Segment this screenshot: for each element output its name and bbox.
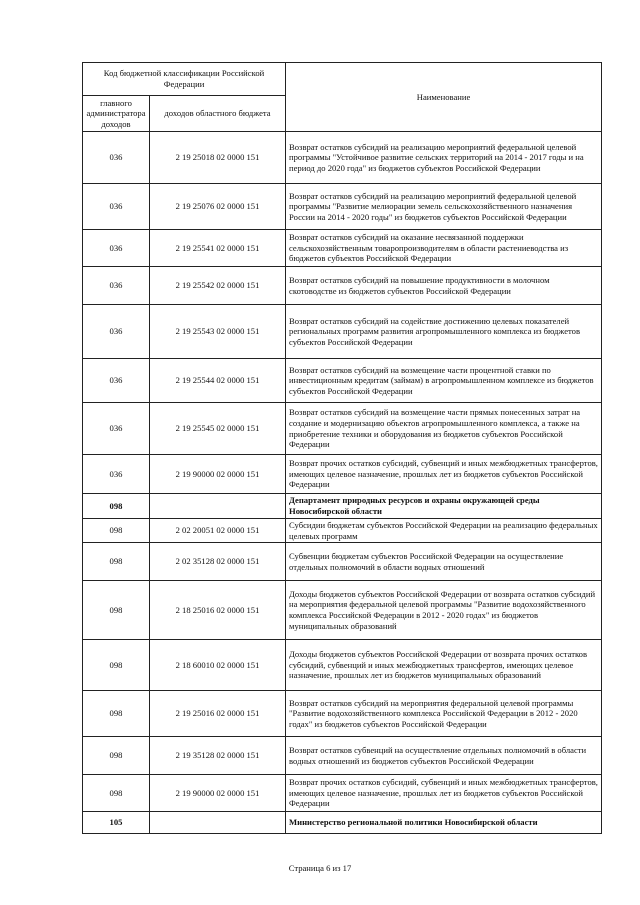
table-row [83,737,602,775]
name-cell: Возврат остатков субсидий на реализацию мероприятий федеральной целевой программы "Устойчивое развитие сельских территорий на 2014 - 2017 годы и на период до 2020 года" из бюджетов субъектов Российской Федерации [286,132,602,184]
admin-code-cell: 036 [83,305,150,359]
admin-code-cell: 098 [83,775,150,812]
admin-column-header: главного администратора доходов [83,96,150,132]
admin-code-cell: 098 [83,543,150,581]
income-code-cell: 2 19 25544 02 0000 151 [150,359,286,403]
name-cell: Возврат остатков субсидий на возмещение части прямых понесенных затрат на создание и модернизацию объектов агропромышленного комплекса, а также на приобретение техники и оборудования из бюджетов субъектов Российской Федерации [286,403,602,455]
admin-code-cell: 098 [83,519,150,543]
code-group-header: Код бюджетной классификации Российской Федерации [83,63,286,96]
income-code-cell [150,494,286,519]
page-number: Страница 6 из 17 [288,863,352,873]
admin-code-cell: 036 [83,184,150,230]
table-row [83,305,602,359]
income-code-cell: 2 19 90000 02 0000 151 [150,775,286,812]
table-row [83,267,602,305]
name-cell: Возврат прочих остатков субсидий, субвенций и иных межбюджетных трансфертов, имеющих целевое назначение, прошлых лет из бюджетов субъектов Российской Федерации [286,455,602,494]
income-code-cell: 2 18 25016 02 0000 151 [150,581,286,640]
name-cell: Министерство региональной политики Новосибирской области [286,812,602,834]
name-cell: Возврат остатков субсидий на мероприятия федеральной целевой программы "Развитие водохозяйственного комплекса Российской Федерации в 2012 - 2020 годах" из бюджетов субъектов Российской Федерации [286,691,602,737]
name-cell: Возврат остатков субсидий на оказание несвязанной поддержки сельскохозяйственным товаропроизводителям в области растениеводства из бюджетов субъектов Российской Федерации [286,230,602,267]
table-row [83,132,602,184]
admin-code-cell: 098 [83,494,150,519]
income-code-cell: 2 02 20051 02 0000 151 [150,519,286,543]
income-code-cell: 2 19 35128 02 0000 151 [150,737,286,775]
table-row [83,359,602,403]
table-row [83,691,602,737]
table-row [83,640,602,691]
name-cell: Возврат остатков субсидий на реализацию мероприятий федеральной целевой программы "Развитие мелиорации земель сельскохозяйственного назначения России на 2014 - 2020 годы" из бюджетов субъектов Российской Федерации [286,184,602,230]
income-code-cell: 2 19 25018 02 0000 151 [150,132,286,184]
income-code-cell: 2 19 25543 02 0000 151 [150,305,286,359]
income-code-cell [150,812,286,834]
income-code-cell: 2 19 25545 02 0000 151 [150,403,286,455]
name-cell: Возврат остатков субсидий на возмещение части процентной ставки по инвестиционным кредитам (займам) в агропромышленном комплексе из бюджетов субъектов Российской Федерации [286,359,602,403]
table-row [83,543,602,581]
income-code-cell: 2 19 25541 02 0000 151 [150,230,286,267]
name-cell: Доходы бюджетов субъектов Российской Федерации от возврата остатков субсидий на мероприятия федеральной целевой программы "Развитие водохозяйственного комплекса Российской Федерации в 2012 - 2020 годах" из бюджетов муниципальных образований [286,581,602,640]
admin-code-cell: 098 [83,581,150,640]
income-code-cell: 2 19 25542 02 0000 151 [150,267,286,305]
name-cell: Возврат остатков субсидий на повышение продуктивности в молочном скотоводстве из бюджетов субъектов Российской Федерации [286,267,602,305]
name-cell: Возврат остатков субвенций на осуществление отдельных полномочий в области водных отношений из бюджетов субъектов Российской Федерации [286,737,602,775]
table-row [83,775,602,812]
admin-code-cell: 036 [83,455,150,494]
name-cell: Субсидии бюджетам субъектов Российской Федерации на реализацию федеральных целевых программ [286,519,602,543]
budget-classification-table [82,62,602,834]
income-code-cell: 2 19 90000 02 0000 151 [150,455,286,494]
income-code-cell: 2 18 60010 02 0000 151 [150,640,286,691]
income-code-cell: 2 19 25016 02 0000 151 [150,691,286,737]
table-row [83,184,602,230]
table-row [83,494,602,519]
income-code-cell: 2 02 35128 02 0000 151 [150,543,286,581]
admin-code-cell: 098 [83,640,150,691]
name-cell: Возврат прочих остатков субсидий, субвенций и иных межбюджетных трансфертов, имеющих целевое назначение, прошлых лет из бюджетов субъектов Российской Федерации [286,775,602,812]
admin-code-cell: 036 [83,267,150,305]
admin-code-cell: 036 [83,403,150,455]
table-row [83,403,602,455]
table-row [83,812,602,834]
admin-code-cell: 105 [83,812,150,834]
admin-code-cell: 098 [83,737,150,775]
name-header: Наименование [286,63,602,132]
table-row [83,519,602,543]
name-cell: Доходы бюджетов субъектов Российской Федерации от возврата прочих остатков субсидий, субвенций и иных межбюджетных трансфертов, имеющих целевое назначение, прошлых лет из бюджетов муниципальных образований [286,640,602,691]
name-cell: Возврат остатков субсидий на содействие достижению целевых показателей региональных программ развития агропромышленного комплекса из бюджетов субъектов Российской Федерации [286,305,602,359]
admin-code-cell: 036 [83,230,150,267]
table-row [83,230,602,267]
admin-code-cell: 036 [83,359,150,403]
name-cell: Субвенции бюджетам субъектов Российской Федерации на осуществление отдельных полномочий в области водных отношений [286,543,602,581]
admin-code-cell: 036 [83,132,150,184]
table-row [83,581,602,640]
name-cell: Департамент природных ресурсов и охраны окружающей среды Новосибирской области [286,494,602,519]
admin-code-cell: 098 [83,691,150,737]
income-code-cell: 2 19 25076 02 0000 151 [150,184,286,230]
income-column-header: доходов областного бюджета [150,96,286,132]
table-row [83,455,602,494]
